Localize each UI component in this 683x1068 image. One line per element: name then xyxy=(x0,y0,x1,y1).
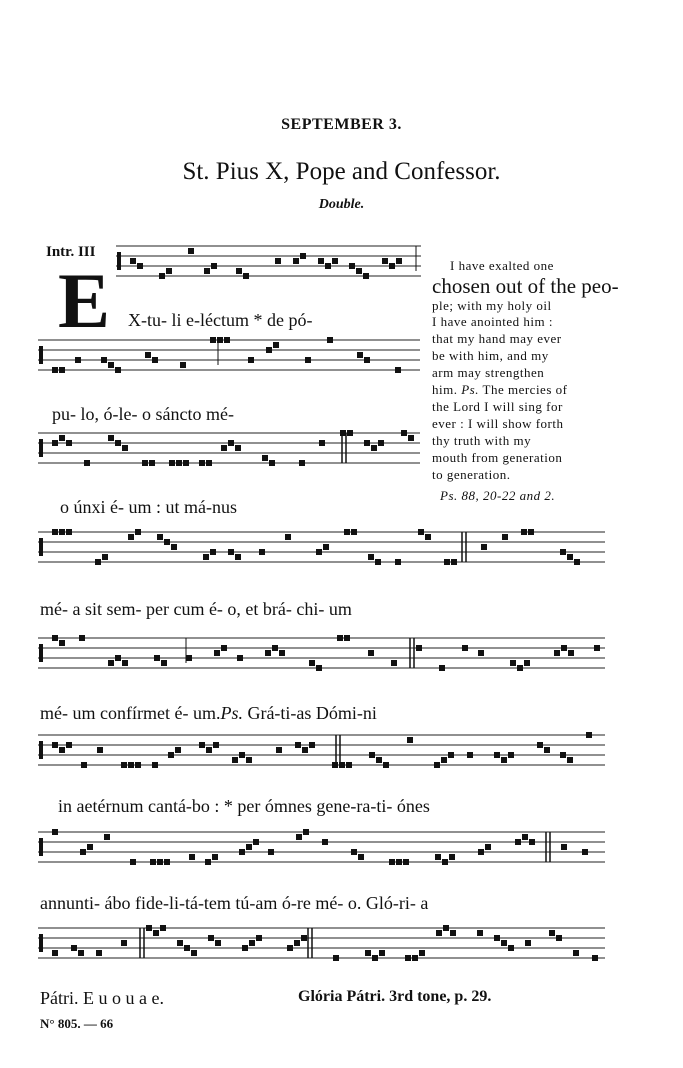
neume xyxy=(204,268,210,274)
neume xyxy=(303,829,309,835)
neume xyxy=(574,559,580,565)
neume xyxy=(164,859,170,865)
neume xyxy=(501,940,507,946)
neume xyxy=(544,747,550,753)
neume xyxy=(435,854,441,860)
neume xyxy=(279,650,285,656)
neume xyxy=(128,534,134,540)
clef-mark xyxy=(39,934,43,952)
neume xyxy=(169,460,175,466)
neume xyxy=(501,757,507,763)
neume xyxy=(52,635,58,641)
neume xyxy=(494,935,500,941)
neume xyxy=(79,635,85,641)
neume xyxy=(309,742,315,748)
neume xyxy=(412,955,418,961)
neume xyxy=(199,742,205,748)
translation-line-3: ple; with my holy oil xyxy=(432,298,552,313)
neume xyxy=(305,357,311,363)
neume xyxy=(191,950,197,956)
clef-mark xyxy=(39,538,43,556)
neume xyxy=(221,645,227,651)
neume xyxy=(84,460,90,466)
neume xyxy=(560,549,566,555)
neume xyxy=(236,268,242,274)
neume xyxy=(295,742,301,748)
lyric-line-6: in aetérnum cantá-bo : * per ómnes gene-ra-ti- ónes xyxy=(58,796,430,816)
neume xyxy=(242,945,248,951)
neume xyxy=(266,347,272,353)
neume xyxy=(52,367,58,373)
neume xyxy=(52,440,58,446)
neume xyxy=(318,258,324,264)
neume xyxy=(494,752,500,758)
initial-letter: E xyxy=(58,257,111,344)
neume xyxy=(396,258,402,264)
psalm-abbrev: Ps. xyxy=(220,703,243,723)
neume xyxy=(199,460,205,466)
neume xyxy=(368,554,374,560)
neume xyxy=(364,357,370,363)
neume xyxy=(208,935,214,941)
neume xyxy=(142,460,148,466)
neume xyxy=(319,440,325,446)
neume xyxy=(108,435,114,441)
neume xyxy=(332,762,338,768)
lyric-line-7: annunti- ábo fide-li-tá-tem tú-am ó-re mé- o. Gló-ri- a xyxy=(40,893,429,913)
chant-staff xyxy=(116,246,421,279)
neume xyxy=(592,955,598,961)
neume xyxy=(259,549,265,555)
translation-line-8 xyxy=(432,382,567,398)
neume xyxy=(262,455,268,461)
lyric-line-5-text: mé- um confírmet é- um. xyxy=(40,703,221,723)
neume xyxy=(253,839,259,845)
neume xyxy=(95,559,101,565)
neume xyxy=(419,950,425,956)
neume xyxy=(176,460,182,466)
clef-mark xyxy=(39,346,43,364)
neume xyxy=(567,554,573,560)
neume xyxy=(168,752,174,758)
neume xyxy=(372,955,378,961)
neume xyxy=(66,529,72,535)
neume xyxy=(150,859,156,865)
translation-line-7: arm may strengthen xyxy=(432,365,545,380)
neume xyxy=(467,752,473,758)
neume xyxy=(180,362,186,368)
translation-line-11: thy truth with my xyxy=(432,433,532,448)
neume xyxy=(395,559,401,565)
neume xyxy=(443,925,449,931)
neume xyxy=(316,549,322,555)
neume xyxy=(517,665,523,671)
neume xyxy=(403,859,409,865)
neume xyxy=(524,660,530,666)
neume xyxy=(442,859,448,865)
neume xyxy=(365,950,371,956)
neume xyxy=(256,935,262,941)
translation-line-13: to generation. xyxy=(432,467,511,482)
translation-line-4: I have anointed him : xyxy=(432,314,553,329)
translation-line-2: chosen out of the peo- xyxy=(432,274,619,298)
clef-mark xyxy=(117,252,121,270)
neume xyxy=(276,747,282,753)
neume xyxy=(265,650,271,656)
neume xyxy=(161,660,167,666)
neume xyxy=(66,440,72,446)
neume xyxy=(166,268,172,274)
neume xyxy=(157,859,163,865)
neume xyxy=(153,930,159,936)
neume xyxy=(273,342,279,348)
neume xyxy=(104,834,110,840)
neume xyxy=(561,645,567,651)
neume xyxy=(246,757,252,763)
chant-staff xyxy=(38,732,605,768)
neume xyxy=(52,742,58,748)
neume xyxy=(272,645,278,651)
neume xyxy=(502,534,508,540)
translation-line-1: I have exalted one xyxy=(450,258,554,273)
neume xyxy=(52,829,58,835)
neume xyxy=(485,844,491,850)
neume xyxy=(358,854,364,860)
neume xyxy=(152,762,158,768)
neume xyxy=(135,529,141,535)
neume xyxy=(203,554,209,560)
clef-mark xyxy=(39,741,43,759)
neume xyxy=(175,747,181,753)
neume xyxy=(450,930,456,936)
neume xyxy=(528,529,534,535)
neume xyxy=(302,747,308,753)
neume xyxy=(416,645,422,651)
neume xyxy=(108,362,114,368)
neume xyxy=(537,742,543,748)
neume xyxy=(130,859,136,865)
page-heading-date: SEPTEMBER 3. xyxy=(281,116,402,133)
neume xyxy=(378,440,384,446)
feast-title: St. Pius X, Pope and Confessor. xyxy=(182,158,501,185)
neume xyxy=(177,940,183,946)
neume xyxy=(556,935,562,941)
neume xyxy=(560,752,566,758)
neume xyxy=(389,859,395,865)
neume xyxy=(389,263,395,269)
neume xyxy=(102,554,108,560)
neume xyxy=(515,839,521,845)
neume xyxy=(444,559,450,565)
neume xyxy=(189,854,195,860)
neume xyxy=(224,337,230,343)
neume xyxy=(462,645,468,651)
neume xyxy=(235,445,241,451)
neume xyxy=(396,859,402,865)
neume xyxy=(157,534,163,540)
neume xyxy=(71,945,77,951)
neume xyxy=(323,544,329,550)
neume xyxy=(59,367,65,373)
neume xyxy=(217,337,223,343)
neume xyxy=(128,762,134,768)
neume xyxy=(299,460,305,466)
neume xyxy=(160,925,166,931)
neume xyxy=(152,357,158,363)
neume xyxy=(154,655,160,661)
neume xyxy=(478,650,484,656)
translation-line-9: the Lord I will sing for xyxy=(432,399,563,414)
neume xyxy=(188,248,194,254)
neume xyxy=(59,529,65,535)
neume xyxy=(347,430,353,436)
neume xyxy=(210,337,216,343)
neume xyxy=(586,732,592,738)
neume xyxy=(316,665,322,671)
neume xyxy=(301,935,307,941)
neume xyxy=(351,849,357,855)
clef-mark xyxy=(39,644,43,662)
neume xyxy=(184,945,190,951)
neume xyxy=(375,559,381,565)
neume xyxy=(130,258,136,264)
page-footer: N° 805. — 66 xyxy=(40,1016,114,1031)
neume xyxy=(214,650,220,656)
neume xyxy=(285,534,291,540)
neume xyxy=(510,660,516,666)
neume xyxy=(232,757,238,763)
neume xyxy=(333,955,339,961)
neume xyxy=(478,849,484,855)
neume xyxy=(529,839,535,845)
neume xyxy=(582,849,588,855)
neume xyxy=(237,655,243,661)
neume xyxy=(451,559,457,565)
neume xyxy=(96,950,102,956)
chant-staff xyxy=(38,925,605,961)
feast-rank: Double. xyxy=(318,197,365,212)
neume xyxy=(149,460,155,466)
lyric-line-5-continuation: Grá-ti-as Dómi-ni xyxy=(242,703,377,723)
neume xyxy=(215,940,221,946)
neume xyxy=(108,660,114,666)
neume xyxy=(206,460,212,466)
neume xyxy=(228,549,234,555)
neume xyxy=(508,945,514,951)
translation-line-6: be with him, and my xyxy=(432,348,549,363)
neume xyxy=(249,940,255,946)
neume xyxy=(246,844,252,850)
neume xyxy=(554,650,560,656)
neume xyxy=(448,752,454,758)
neume xyxy=(405,955,411,961)
neume xyxy=(340,430,346,436)
neume xyxy=(522,834,528,840)
neume xyxy=(211,263,217,269)
lyric-line-8: Pátri. E u o u a e. xyxy=(40,988,164,1008)
chant-staff xyxy=(38,529,605,565)
neume xyxy=(525,940,531,946)
neume xyxy=(521,529,527,535)
neume xyxy=(309,660,315,666)
neume xyxy=(210,549,216,555)
neume xyxy=(59,640,65,646)
neume xyxy=(573,950,579,956)
neume xyxy=(171,544,177,550)
neume xyxy=(441,757,447,763)
neume xyxy=(382,258,388,264)
clef-mark xyxy=(39,838,43,856)
neume xyxy=(121,940,127,946)
neume xyxy=(52,950,58,956)
neume xyxy=(383,762,389,768)
neume xyxy=(164,539,170,545)
neume xyxy=(239,849,245,855)
chant-staff xyxy=(38,430,420,466)
neume xyxy=(561,844,567,850)
neume xyxy=(344,529,350,535)
lyric-line-4: mé- a sit sem- per cum é- o, et brá- chi- um xyxy=(40,599,352,619)
neume xyxy=(332,258,338,264)
neume xyxy=(269,460,275,466)
neume xyxy=(137,263,143,269)
lyric-line-3: o únxi é- um : ut má-nus xyxy=(60,497,237,517)
neume xyxy=(221,445,227,451)
neume xyxy=(549,930,555,936)
neume xyxy=(228,440,234,446)
neume xyxy=(508,752,514,758)
neume xyxy=(135,762,141,768)
neume xyxy=(97,747,103,753)
neume xyxy=(146,925,152,931)
neume xyxy=(351,529,357,535)
neume xyxy=(594,645,600,651)
neume xyxy=(322,839,328,845)
translation-psalm-abbrev: Ps. xyxy=(461,382,479,397)
neume xyxy=(213,742,219,748)
neume xyxy=(80,849,86,855)
neume xyxy=(371,445,377,451)
neume xyxy=(81,762,87,768)
neume xyxy=(296,834,302,840)
neume xyxy=(436,930,442,936)
neume xyxy=(364,440,370,446)
neume xyxy=(115,367,121,373)
neume xyxy=(481,544,487,550)
neume xyxy=(186,655,192,661)
neume xyxy=(346,762,352,768)
neume xyxy=(339,762,345,768)
neume xyxy=(356,268,362,274)
neume xyxy=(66,742,72,748)
lyric-line-1: X-tu- li e-léctum * de pó- xyxy=(128,310,313,330)
neume xyxy=(75,357,81,363)
neume xyxy=(408,435,414,441)
neume xyxy=(121,762,127,768)
neume xyxy=(425,534,431,540)
neume xyxy=(363,273,369,279)
neume xyxy=(206,747,212,753)
neume xyxy=(122,660,128,666)
neume xyxy=(115,655,121,661)
neume xyxy=(344,635,350,641)
neume xyxy=(159,273,165,279)
neume xyxy=(300,253,306,259)
translation-line-8-text: him. xyxy=(432,382,458,397)
neume xyxy=(337,635,343,641)
introit-label: Intr. III xyxy=(46,244,96,260)
neume xyxy=(212,854,218,860)
translation-line-10: ever : I will show forth xyxy=(432,416,564,431)
gloria-reference: Glória Pátri. 3rd tone, p. 29. xyxy=(298,988,492,1005)
lyric-line-2: pu- lo, ó-le- o sáncto mé- xyxy=(52,404,234,424)
neume xyxy=(235,554,241,560)
clef-mark xyxy=(39,439,43,457)
neume xyxy=(293,258,299,264)
neume xyxy=(379,950,385,956)
neume xyxy=(391,660,397,666)
neume xyxy=(368,650,374,656)
neume xyxy=(87,844,93,850)
neume xyxy=(248,357,254,363)
neume xyxy=(567,757,573,763)
neume xyxy=(183,460,189,466)
neume xyxy=(243,273,249,279)
neume xyxy=(401,430,407,436)
neume xyxy=(376,757,382,763)
neume xyxy=(568,650,574,656)
neume xyxy=(477,930,483,936)
neume xyxy=(122,445,128,451)
chant-staff xyxy=(38,635,605,671)
lyric-line-5 xyxy=(40,703,377,724)
neume xyxy=(294,940,300,946)
neume xyxy=(449,854,455,860)
neume xyxy=(205,859,211,865)
neume xyxy=(145,352,151,358)
translation-line-5: that my hand may ever xyxy=(432,331,562,346)
neume xyxy=(434,762,440,768)
neume xyxy=(327,337,333,343)
neume xyxy=(369,752,375,758)
neume xyxy=(268,849,274,855)
neume xyxy=(287,945,293,951)
neume xyxy=(349,263,355,269)
neume xyxy=(407,737,413,743)
neume xyxy=(52,529,58,535)
neume xyxy=(275,258,281,264)
neume xyxy=(325,263,331,269)
neume xyxy=(115,440,121,446)
translation-line-12: mouth from generation xyxy=(432,450,563,465)
chant-staff xyxy=(38,829,605,865)
neume xyxy=(418,529,424,535)
translation-source: Ps. 88, 20-22 and 2. xyxy=(440,488,556,503)
neume xyxy=(239,752,245,758)
neume xyxy=(59,435,65,441)
neume xyxy=(395,367,401,373)
translation-line-8-rest: The mercies of xyxy=(482,382,568,397)
neume xyxy=(59,747,65,753)
neume xyxy=(78,950,84,956)
neume xyxy=(439,665,445,671)
neume xyxy=(101,357,107,363)
neume xyxy=(357,352,363,358)
